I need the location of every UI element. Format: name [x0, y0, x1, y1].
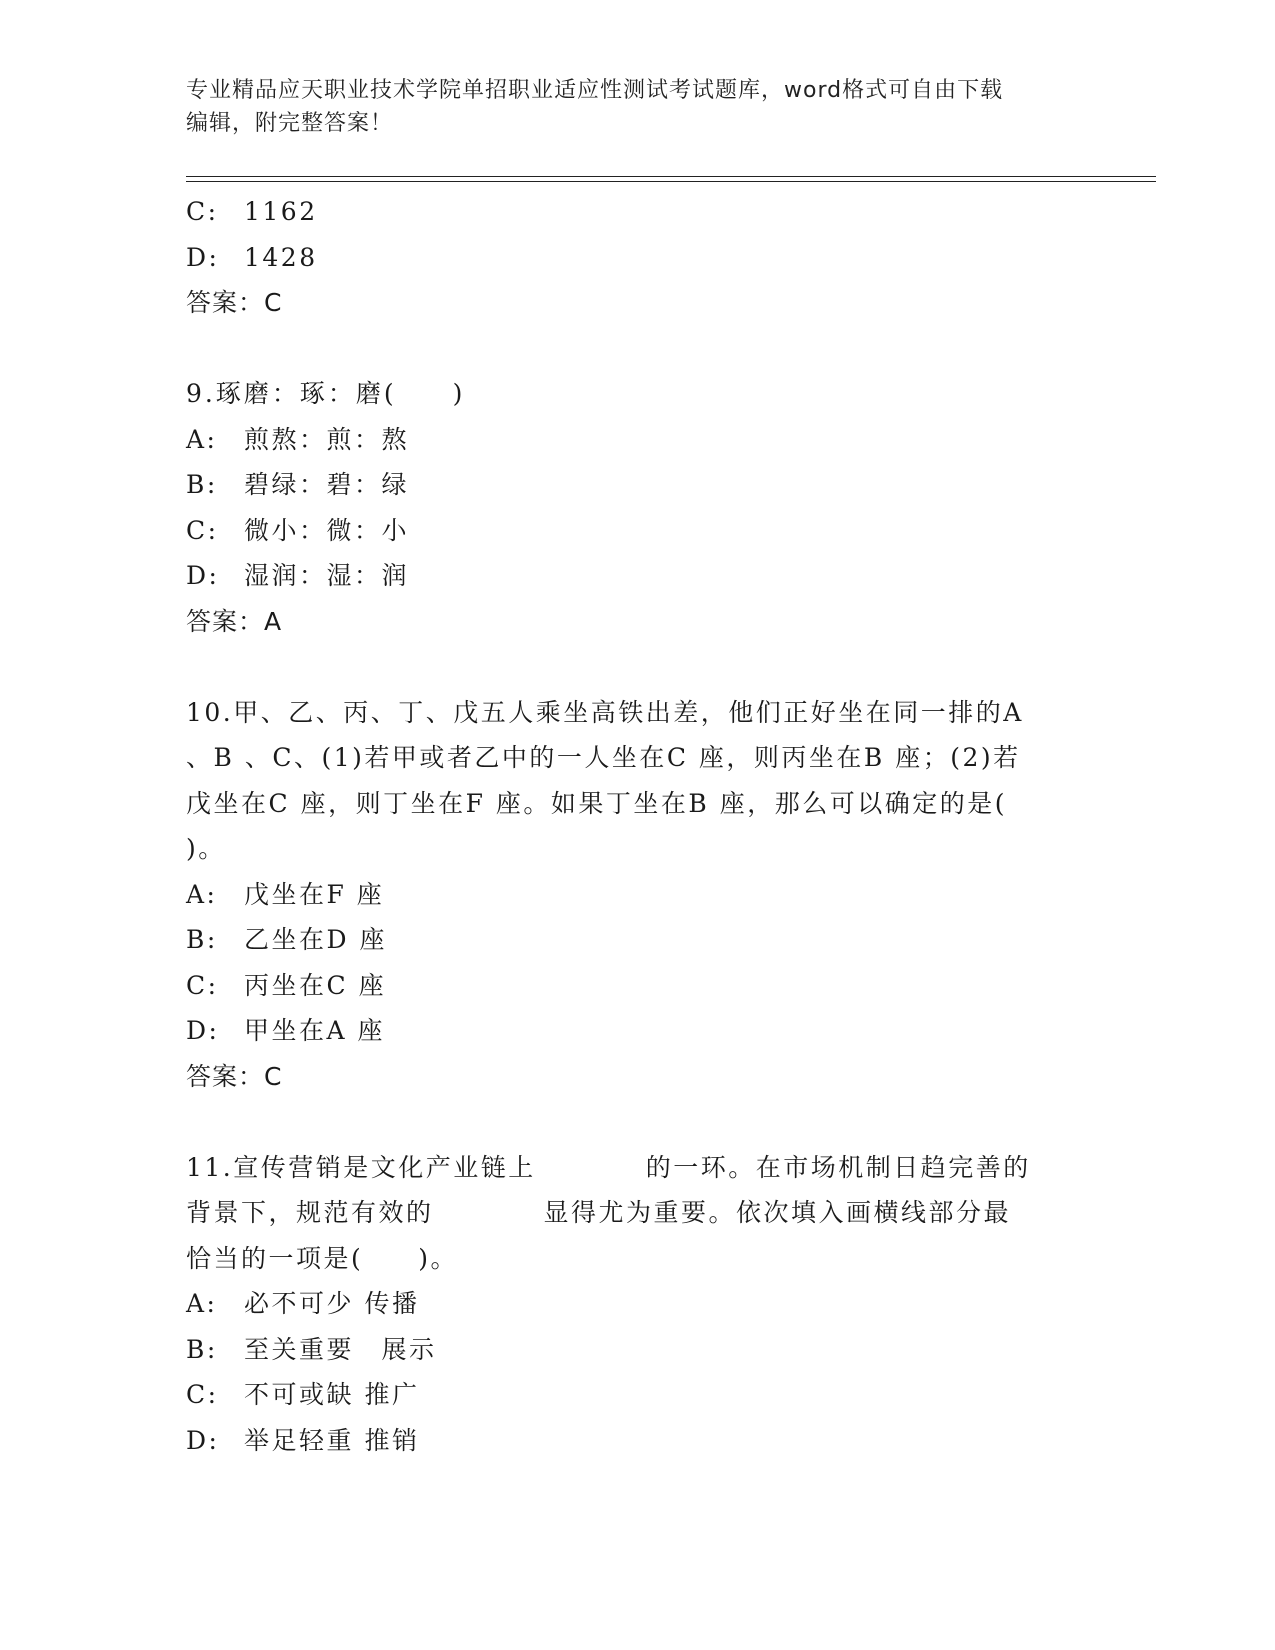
option-letter: A:	[186, 879, 218, 909]
option-text: 丙坐在C 座	[244, 970, 387, 1000]
option-text: 湿润：湿：润	[244, 561, 410, 590]
question-title-line: )。	[186, 834, 226, 863]
option-d	[186, 1418, 1066, 1464]
option-a	[186, 1281, 1066, 1327]
document-header	[186, 74, 1066, 140]
option-letter: D:	[186, 1016, 220, 1045]
answer-line: 答案：A	[186, 606, 283, 636]
answer-line: 答案：C	[186, 1061, 283, 1091]
option-letter: A:	[186, 1289, 218, 1318]
option-letter: D:	[186, 1425, 220, 1455]
option-a	[186, 417, 1066, 463]
option-text: 戊坐在F 座	[244, 879, 385, 909]
header-line-1: 专业精品应天职业技术学院单招职业适应性测试考试题库，word格式可自由下载	[186, 78, 1004, 103]
header-line-2: 编辑，附完整答案！	[186, 111, 394, 136]
option-b	[186, 917, 1066, 963]
header-rule-bottom	[186, 181, 1156, 182]
option-c	[186, 963, 1066, 1009]
option-text: 碧绿：碧：绿	[244, 470, 410, 499]
option-c	[186, 508, 1066, 554]
option-b	[186, 462, 1066, 508]
option-text: 举足轻重 推销	[244, 1425, 420, 1455]
option-b	[186, 1327, 1066, 1373]
option-letter: C:	[186, 1380, 219, 1409]
question-11	[186, 1145, 1066, 1464]
question-title-line: 背景下，规范有效的 显得尤为重要。依次填入画横线部分最	[186, 1198, 1012, 1227]
option-text: 微小：微：小	[244, 515, 410, 545]
question-title-line: 、B 、C、(1)若甲或者乙中的一人坐在C 座，则丙坐在B 座；(2)若	[186, 743, 1021, 772]
option-text: 甲坐在A 座	[244, 1016, 386, 1045]
option-letter: C:	[186, 197, 219, 226]
option-letter: D:	[186, 242, 220, 272]
question-8-tail	[186, 189, 1066, 326]
option-text: 1428	[244, 242, 318, 272]
option-text: 必不可少 传播	[244, 1289, 420, 1318]
question-title-line: 10.甲、乙、丙、丁、戊五人乘坐高铁出差，他们正好坐在同一排的A	[186, 697, 1024, 727]
option-letter: B:	[186, 1334, 218, 1364]
option-d	[186, 553, 1066, 599]
question-title-line: 恰当的一项是( )。	[186, 1243, 459, 1273]
option-text: 不可或缺 推广	[244, 1380, 420, 1409]
option-text: 至关重要 展示	[244, 1334, 437, 1364]
option-d	[186, 1008, 1066, 1054]
question-title-line: 11.宣传营销是文化产业链上 的一环。在市场机制日趋完善的	[186, 1152, 1031, 1182]
header-rule-top	[186, 176, 1156, 177]
question-10	[186, 690, 1066, 1100]
option-c	[186, 189, 1066, 235]
option-text: 1162	[244, 197, 318, 226]
option-letter: C:	[186, 970, 219, 1000]
document-body	[186, 189, 1066, 1463]
option-text: 乙坐在D 座	[244, 925, 387, 954]
option-letter: A:	[186, 424, 218, 454]
option-d	[186, 235, 1066, 281]
option-text: 煎熬：煎：熬	[244, 424, 410, 454]
answer-line: 答案：C	[186, 288, 283, 317]
option-c	[186, 1372, 1066, 1418]
option-letter: C:	[186, 515, 219, 545]
option-letter: D:	[186, 561, 220, 590]
option-letter: B:	[186, 470, 218, 499]
question-title: 9.琢磨：琢：磨( )	[186, 379, 466, 408]
option-letter: B:	[186, 925, 218, 954]
question-9	[186, 371, 1066, 644]
option-a	[186, 872, 1066, 918]
question-title-line: 戊坐在C 座，则丁坐在F 座。如果丁坐在B 座，那么可以确定的是(	[186, 788, 1007, 818]
